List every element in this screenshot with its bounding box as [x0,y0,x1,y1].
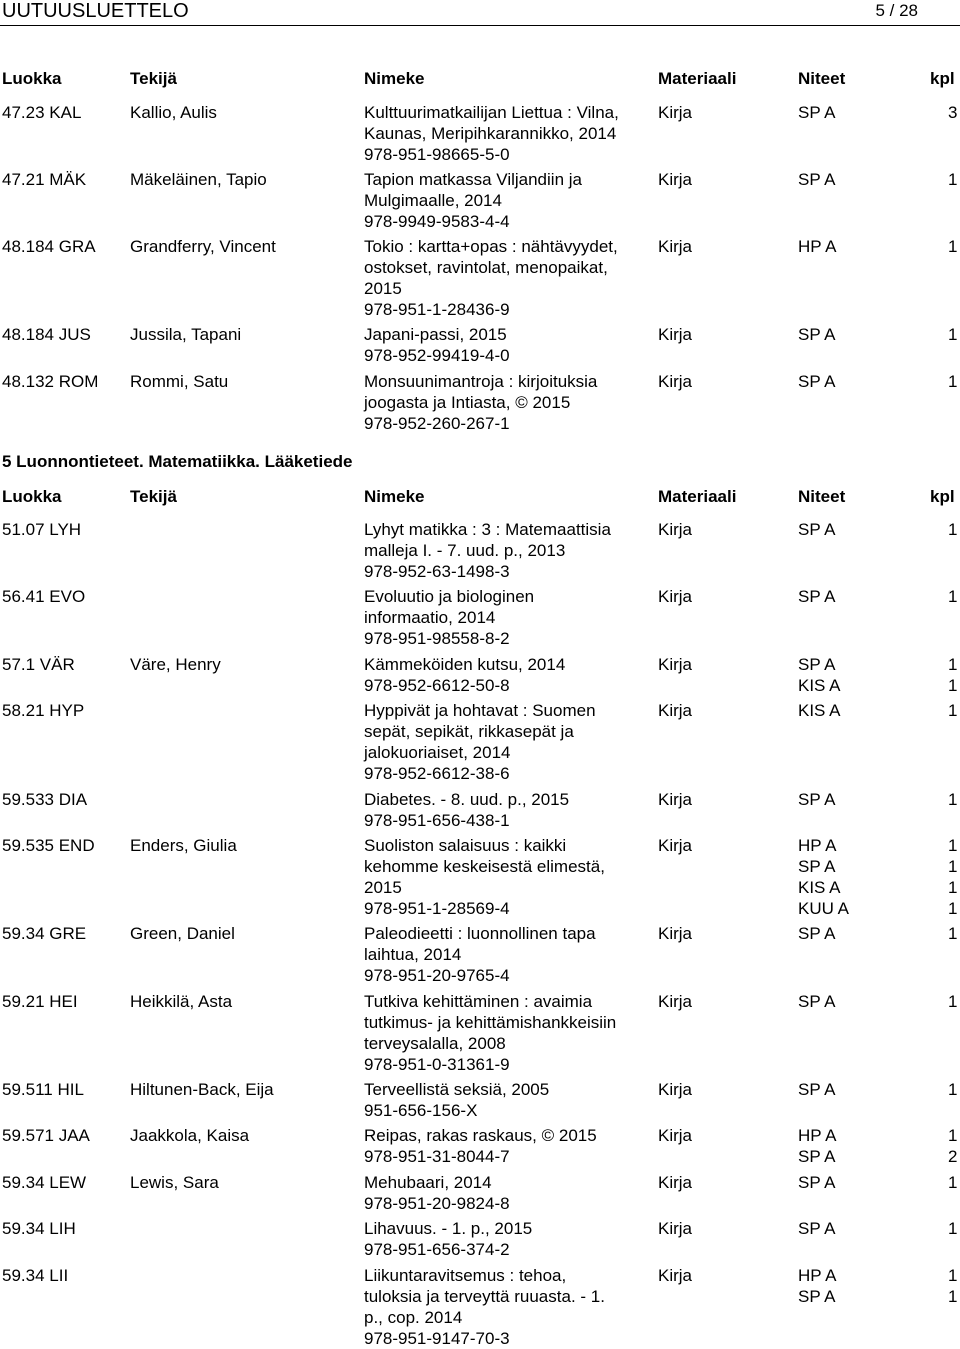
kpl-item: 1 [948,520,958,539]
title-line: ostokset, ravintolat, menopaikat, [364,258,608,277]
luokka-cell: 48.184 GRA [2,237,96,256]
isbn: 951-656-156-X [364,1101,478,1120]
niteet-cell [798,1125,836,1167]
luokka-cell: 47.21 MÄK [2,170,87,189]
nimeke-cell [364,654,654,696]
nimeke-cell [364,519,654,582]
materiaali-cell: Kirja [658,372,693,391]
tekija-cell: Heikkilä, Asta [130,992,233,1011]
materiaali-cell: Kirja [658,701,693,720]
niteet-item: KIS A [798,878,841,897]
tekija-cell: Kallio, Aulis [130,103,217,122]
niteet-item: KIS A [798,676,841,695]
nimeke-cell [364,700,654,784]
kpl-cell [948,654,957,696]
isbn: 978-952-260-267-1 [364,414,510,433]
niteet-cell [798,371,836,392]
title-line: Lihavuus. - 1. p., 2015 [364,1219,533,1238]
niteet-item: SP A [798,1147,836,1166]
tekija-cell: Grandferry, Vincent [130,237,276,256]
niteet-item: SP A [798,1173,836,1192]
isbn: 978-952-6612-38-6 [364,764,510,783]
title-line: informaatio, 2014 [364,608,496,627]
kpl-cell [948,324,957,345]
title-rule [0,25,960,26]
kpl-item: 1 [948,325,958,344]
luokka-cell: 51.07 LYH [2,520,82,539]
column-nimeke: Nimeke [364,69,425,88]
title-line: Mulgimaalle, 2014 [364,191,502,210]
niteet-item: SP A [798,520,836,539]
nimeke-cell [364,991,654,1075]
isbn: 978-951-9147-70-3 [364,1329,510,1348]
kpl-item: 1 [948,1266,958,1285]
column-niteet: Niteet [798,69,846,88]
niteet-item: SP A [798,1219,836,1238]
niteet-item: KIS A [798,701,841,720]
tekija-cell: Väre, Henry [130,655,221,674]
luokka-cell: 59.571 JAA [2,1126,90,1145]
niteet-cell [798,324,836,345]
kpl-cell [948,1172,957,1193]
niteet-cell [798,1079,836,1100]
nimeke-cell [364,835,654,919]
materiaali-cell: Kirja [658,924,693,943]
column-nimeke: Nimeke [364,487,425,506]
title-line: Evoluutio ja biologinen [364,587,535,606]
nimeke-cell [364,102,654,165]
materiaali-cell: Kirja [658,520,693,539]
niteet-cell [798,1172,836,1193]
luokka-cell: 59.34 LIH [2,1219,76,1238]
title-line: Mehubaari, 2014 [364,1173,492,1192]
nimeke-cell [364,586,654,649]
materiaali-cell: Kirja [658,1173,693,1192]
isbn: 978-951-98558-8-2 [364,629,510,648]
luokka-cell: 48.132 ROM [2,372,99,391]
materiaali-cell: Kirja [658,1126,693,1145]
kpl-item: 1 [948,1287,958,1306]
nimeke-cell [364,1218,654,1260]
kpl-cell [948,789,957,810]
kpl-item: 1 [948,992,958,1011]
kpl-item: 2 [948,1147,958,1166]
luokka-cell: 57.1 VÄR [2,655,75,674]
niteet-item: SP A [798,992,836,1011]
kpl-item: 1 [948,878,958,897]
niteet-item: SP A [798,790,836,809]
tekija-cell: Green, Daniel [130,924,235,943]
kpl-cell [948,519,957,540]
isbn: 978-951-1-28436-9 [364,300,510,319]
kpl-item: 1 [948,1126,958,1145]
title-line: Lyhyt matikka : 3 : Matemaattisia [364,520,611,539]
niteet-cell [798,586,836,607]
title-line: Paleodieetti : luonnollinen tapa [364,924,596,943]
title-line: Kaunas, Meripihkarannikko, 2014 [364,124,617,143]
tekija-cell: Mäkeläinen, Tapio [130,170,267,189]
kpl-item: 3 [948,103,958,122]
niteet-item: SP A [798,1287,836,1306]
kpl-item: 1 [948,1219,958,1238]
nimeke-cell [364,789,654,831]
materiaali-cell: Kirja [658,655,693,674]
tekija-cell: Lewis, Sara [130,1173,219,1192]
column-luokka: Luokka [2,69,62,88]
title-line: tuloksia ja terveyttä ruuasta. - 1. [364,1287,605,1306]
materiaali-cell: Kirja [658,103,693,122]
nimeke-cell [364,169,654,232]
title-line: terveysalalla, 2008 [364,1034,506,1053]
isbn: 978-952-99419-4-0 [364,346,510,365]
kpl-cell [948,835,957,919]
title-line: p., cop. 2014 [364,1308,463,1327]
materiaali-cell: Kirja [658,237,693,256]
niteet-cell [798,923,836,944]
title-line: Liikuntaravitsemus : tehoa, [364,1266,567,1285]
niteet-cell [798,1218,836,1239]
isbn: 978-951-20-9765-4 [364,966,510,985]
kpl-item: 1 [948,1080,958,1099]
kpl-item: 1 [948,587,958,606]
kpl-cell [948,1265,957,1307]
column-kpl: kpl [930,487,955,506]
nimeke-cell [364,1125,654,1167]
niteet-item: SP A [798,1080,836,1099]
luokka-cell: 59.34 GRE [2,924,87,943]
kpl-item: 1 [948,924,958,943]
kpl-cell [948,102,957,123]
luokka-cell: 58.21 HYP [2,701,85,720]
column-tekija: Tekijä [130,487,177,506]
nimeke-cell [364,923,654,986]
title-line: 2015 [364,878,402,897]
kpl-cell [948,371,957,392]
title-line: laihtua, 2014 [364,945,462,964]
materiaali-cell: Kirja [658,170,693,189]
title-line: Japani-passi, 2015 [364,325,507,344]
kpl-item: 1 [948,372,958,391]
title-line: sepät, sepikät, rikkasepät ja [364,722,574,741]
kpl-cell [948,923,957,944]
column-header [0,486,960,508]
niteet-cell [798,102,836,123]
nimeke-cell [364,324,654,366]
kpl-item: 1 [948,655,958,674]
materiaali-cell: Kirja [658,790,693,809]
isbn: 978-951-31-8044-7 [364,1147,510,1166]
materiaali-cell: Kirja [658,992,693,1011]
luokka-cell: 48.184 JUS [2,325,91,344]
section-title: 5 Luonnontieteet. Matematiikka. Lääketiede [2,452,353,471]
materiaali-cell: Kirja [658,587,693,606]
isbn: 978-951-20-9824-8 [364,1194,510,1213]
nimeke-cell [364,1172,654,1214]
title-line: Monsuunimantroja : kirjoituksia [364,372,598,391]
kpl-item: 1 [948,836,958,855]
niteet-cell [798,236,836,257]
nimeke-cell [364,1079,654,1121]
kpl-cell [948,991,957,1012]
title-line: Terveellistä seksiä, 2005 [364,1080,550,1099]
title-line: Kämmeköiden kutsu, 2014 [364,655,566,674]
tekija-cell: Hiltunen-Back, Eija [130,1080,274,1099]
kpl-cell [948,700,957,721]
tekija-cell: Rommi, Satu [130,372,229,391]
isbn: 978-951-656-438-1 [364,811,510,830]
title-line: Hyppivät ja hohtavat : Suomen [364,701,596,720]
document-title: UUTUUSLUETTELO [2,0,189,22]
kpl-cell [948,586,957,607]
kpl-item: 1 [948,790,958,809]
isbn: 978-951-1-28569-4 [364,899,510,918]
isbn: 978-951-656-374-2 [364,1240,510,1259]
niteet-item: SP A [798,372,836,391]
tekija-cell: Jaakkola, Kaisa [130,1126,250,1145]
luokka-cell: 59.21 HEI [2,992,78,1011]
niteet-item: HP A [798,1266,837,1285]
kpl-item: 1 [948,701,958,720]
title-line: joogasta ja Intiasta, © 2015 [364,393,571,412]
title-line: Kulttuurimatkailijan Liettua : Vilna, [364,103,619,122]
niteet-cell [798,1265,836,1307]
title-line: Reipas, rakas raskaus, © 2015 [364,1126,597,1145]
column-luokka: Luokka [2,487,62,506]
niteet-item: KUU A [798,899,850,918]
kpl-item: 1 [948,676,958,695]
luokka-cell: 59.34 LII [2,1266,69,1285]
isbn: 978-951-98665-5-0 [364,145,510,164]
title-line: jalokuoriaiset, 2014 [364,743,511,762]
column-niteet: Niteet [798,487,846,506]
materiaali-cell: Kirja [658,1266,693,1285]
title-line: malleja I. - 7. uud. p., 2013 [364,541,566,560]
title-line: tutkimus- ja kehittämishankkeisiin [364,1013,617,1032]
niteet-item: SP A [798,170,836,189]
title-line: Tokio : kartta+opas : nähtävyydet, [364,237,618,256]
materiaali-cell: Kirja [658,1219,693,1238]
column-kpl: kpl [930,69,955,88]
kpl-item: 1 [948,170,958,189]
niteet-item: SP A [798,103,836,122]
kpl-item: 1 [948,1173,958,1192]
niteet-item: HP A [798,1126,837,1145]
isbn: 978-9949-9583-4-4 [364,212,510,231]
tekija-cell: Enders, Giulia [130,836,237,855]
kpl-cell [948,1125,957,1167]
niteet-item: SP A [798,857,836,876]
tekija-cell: Jussila, Tapani [130,325,242,344]
title-line: Tutkiva kehittäminen : avaimia [364,992,593,1011]
title-line: Diabetes. - 8. uud. p., 2015 [364,790,570,809]
title-line: Tapion matkassa Viljandiin ja [364,170,582,189]
luokka-cell: 59.511 HIL [2,1080,84,1099]
niteet-cell [798,835,849,919]
column-materiaali: Materiaali [658,487,737,506]
isbn: 978-951-0-31361-9 [364,1055,510,1074]
materiaali-cell: Kirja [658,1080,693,1099]
kpl-cell [948,236,957,257]
column-header [0,68,960,90]
niteet-item: SP A [798,587,836,606]
nimeke-cell [364,1265,654,1349]
niteet-cell [798,654,841,696]
materiaali-cell: Kirja [658,325,693,344]
nimeke-cell [364,371,654,434]
niteet-item: SP A [798,325,836,344]
isbn: 978-952-63-1498-3 [364,562,510,581]
column-tekija: Tekijä [130,69,177,88]
niteet-item: SP A [798,924,836,943]
nimeke-cell [364,236,654,320]
niteet-cell [798,991,836,1012]
luokka-cell: 59.34 LEW [2,1173,87,1192]
niteet-cell [798,789,836,810]
page-number: 5 / 28 [875,1,918,20]
niteet-cell [798,519,836,540]
niteet-item: HP A [798,237,837,256]
kpl-cell [948,1079,957,1100]
luokka-cell: 47.23 KAL [2,103,82,122]
kpl-item: 1 [948,899,958,918]
kpl-item: 1 [948,237,958,256]
niteet-item: HP A [798,836,837,855]
luokka-cell: 56.41 EVO [2,587,86,606]
title-line: kehomme keskeisestä elimestä, [364,857,605,876]
kpl-item: 1 [948,857,958,876]
column-materiaali: Materiaali [658,69,737,88]
luokka-cell: 59.535 END [2,836,95,855]
kpl-cell [948,1218,957,1239]
title-line: 2015 [364,279,402,298]
isbn: 978-952-6612-50-8 [364,676,510,695]
luokka-cell: 59.533 DIA [2,790,88,809]
niteet-cell [798,700,841,721]
materiaali-cell: Kirja [658,836,693,855]
title-line: Suoliston salaisuus : kaikki [364,836,567,855]
niteet-item: SP A [798,655,836,674]
kpl-cell [948,169,957,190]
niteet-cell [798,169,836,190]
